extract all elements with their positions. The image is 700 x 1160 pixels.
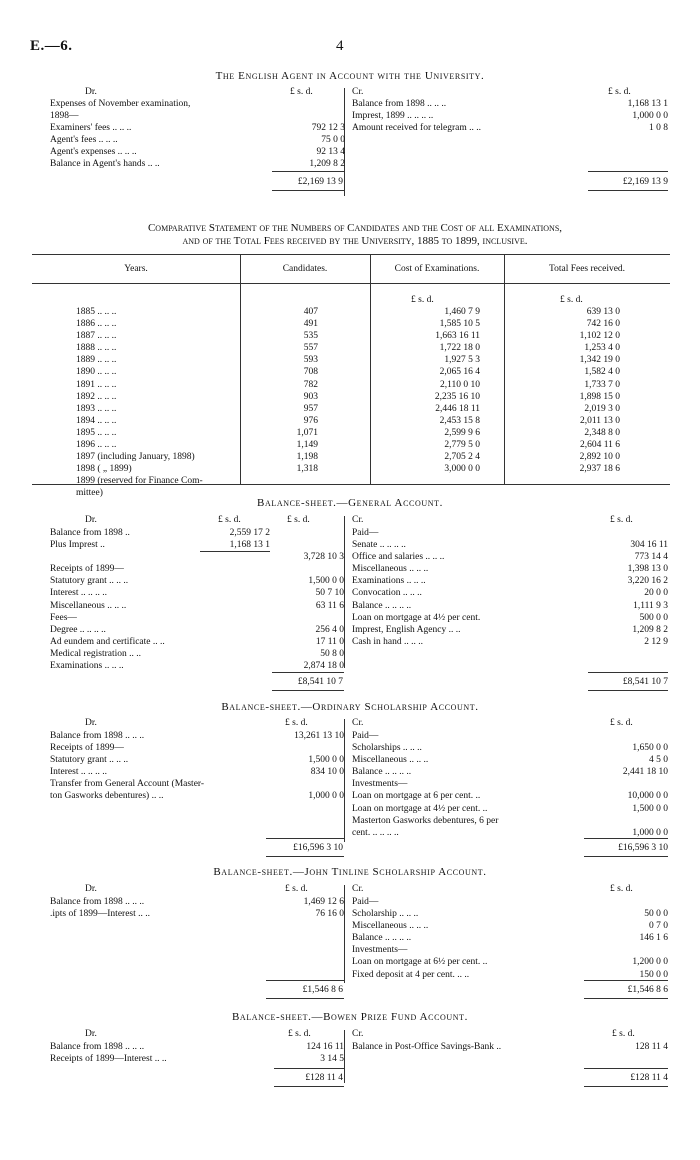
tinline-cr-lines <box>352 896 487 981</box>
total-rule <box>584 980 668 981</box>
ledger-line: 50 7 10 <box>315 588 344 599</box>
ledger-line: 2,559 17 2 <box>229 528 270 538</box>
ledger-line <box>560 730 668 742</box>
ordinary-dr-amounts <box>250 730 344 803</box>
dr-currency: £ s. d. <box>290 87 313 97</box>
english-agent-cr-lines <box>352 98 481 134</box>
ledger-line: Investments— <box>352 945 408 956</box>
ledger-line: Medical registration .. .. <box>50 648 142 659</box>
ledger-line: Receipts of 1899—Interest .. .. <box>50 1054 167 1065</box>
ledger-line: Miscellaneous .. .. .. <box>352 921 429 932</box>
ledger-line <box>200 600 270 612</box>
ledger-line: Loan on mortgage at 6 per cent. .. <box>352 791 481 802</box>
ledger-line: 1,000 0 0 <box>632 827 668 838</box>
cr-label: Cr. <box>352 718 364 728</box>
ledger-line: 535 <box>303 331 318 342</box>
ledger-line: 1,500 0 0 <box>308 576 344 587</box>
ledger-line: 2,441 18 10 <box>622 767 668 778</box>
ledger-line: Balance from 1898 .. <box>50 528 130 538</box>
ledger-line: 3,000 0 0 <box>444 464 480 475</box>
ledger-line: Degree .. .. .. .. <box>50 624 106 635</box>
column-divider <box>344 516 345 668</box>
ledger-line: Transfer from General Account (Master- <box>50 779 205 790</box>
page-header-ref: E.—6. <box>30 38 73 54</box>
english-agent-dr-lines <box>50 98 190 171</box>
tinline-dr-amounts <box>250 896 344 920</box>
ledger-line: 2,235 16 10 <box>434 391 480 402</box>
ledger-line: Receipts of 1899— <box>50 743 124 754</box>
ledger-line: Cash in hand .. .. .. <box>352 636 423 647</box>
comparative-title-line1: Comparative Statement of the Numbers of Candidates and the Cost of all Examinations, <box>147 222 563 234</box>
table-top-rule <box>32 254 670 255</box>
table-col-divider <box>240 254 241 484</box>
ledger-line: mittee) <box>76 488 103 499</box>
ledger-line: 50 0 0 <box>644 909 668 920</box>
ledger-line: 1 0 8 <box>649 123 668 134</box>
ledger-line: Convocation .. .. .. <box>352 588 422 599</box>
total-rule <box>274 1068 344 1069</box>
ledger-line <box>250 742 344 754</box>
ledger-line: Imprest, 1899 .. .. .. .. <box>352 111 434 122</box>
bowen-cr-lines <box>352 1041 501 1053</box>
ledger-line: 1892 .. .. .. <box>76 391 117 402</box>
ledger-line: Balance in Agent's hands .. .. <box>50 159 160 170</box>
ledger-line: 491 <box>303 319 318 330</box>
ledger-line: Miscellaneous .. .. .. <box>352 564 429 575</box>
general-dr-sub <box>200 527 270 672</box>
ledger-line: 3,728 10 3 <box>303 552 344 563</box>
ledger-line: 1,111 9 3 <box>633 600 668 611</box>
ledger-line: Senate .. .. .. .. <box>352 540 406 551</box>
total-rule <box>584 856 668 857</box>
general-cr-amounts <box>560 527 668 648</box>
ledger-line: 17 11 0 <box>315 636 344 647</box>
ledger-line <box>250 778 344 790</box>
ledger-line: 63 11 6 <box>315 600 344 611</box>
cost-column <box>400 306 480 500</box>
ledger-line: 2,604 11 6 <box>579 440 620 451</box>
total-rule <box>266 838 344 839</box>
tinline-cr-amounts <box>560 896 668 981</box>
ledger-line <box>255 98 345 110</box>
general-cr-total: £8,541 10 7 <box>622 677 668 687</box>
ledger-line: 2,599 9 6 <box>444 427 480 438</box>
ledger-line: 128 11 4 <box>635 1042 668 1052</box>
ledger-line: 1,582 4 0 <box>584 367 620 378</box>
ledger-line: 1,469 12 6 <box>303 897 344 907</box>
ledger-line <box>560 896 668 908</box>
ledger-line <box>200 660 270 672</box>
ledger-line: cent. .. .. .. .. <box>352 827 399 838</box>
ledger-line <box>200 624 270 636</box>
ledger-line: Imprest, English Agency .. .. <box>352 624 461 635</box>
dr-currency: £ s. d. <box>285 884 308 894</box>
ledger-line <box>50 551 165 563</box>
ledger-line <box>200 648 270 660</box>
ledger-line <box>266 563 344 575</box>
ledger-line: 2,348 8 0 <box>584 427 620 438</box>
ledger-line: 146 1 6 <box>639 933 668 944</box>
ledger-line <box>200 575 270 587</box>
ledger-line: 2,779 5 0 <box>444 440 480 451</box>
dr-label: Dr. <box>85 515 97 525</box>
ledger-line: Miscellaneous .. .. .. <box>352 755 429 766</box>
dr-currency: £ s. d. <box>285 718 308 728</box>
ledger-line: 557 <box>303 343 318 354</box>
ledger-line: 13,261 13 10 <box>294 731 344 741</box>
ledger-line <box>266 612 344 624</box>
dr-currency: £ s. d. <box>287 515 310 525</box>
ledger-line: 1888 .. .. .. <box>76 343 117 354</box>
ledger-line: 2,011 13 0 <box>579 415 620 426</box>
ledger-line <box>200 636 270 648</box>
ledger-line <box>560 527 668 539</box>
total-rule <box>588 690 668 691</box>
ledger-line: 1,927 5 3 <box>444 355 480 366</box>
ledger-line: Balance .. .. .. .. <box>352 600 412 611</box>
ordinary-cr-amounts <box>560 730 668 839</box>
ledger-line: Paid— <box>352 528 379 538</box>
ledger-line: 957 <box>303 403 318 414</box>
ordinary-cr-total: £16,596 3 10 <box>618 843 668 853</box>
dr-label: Dr. <box>85 1029 97 1039</box>
ledger-line: Examinations .. .. .. <box>50 661 124 672</box>
ledger-line: Paid— <box>352 897 379 907</box>
ledger-line <box>255 110 345 122</box>
ledger-line: 3 14 5 <box>320 1054 344 1065</box>
ledger-line: 3,220 16 2 <box>627 576 668 587</box>
ledger-line: Statutory grant .. .. .. <box>50 576 129 587</box>
ledger-line: 1,168 13 1 <box>229 540 270 551</box>
total-rule <box>584 998 668 999</box>
col-header-cost: Cost of Examinations. <box>394 264 480 274</box>
general-dr-amounts <box>266 527 344 672</box>
ledger-line: Plus Imprest .. <box>50 540 105 551</box>
ordinary-dr-total: £16,596 3 10 <box>293 843 343 853</box>
english-agent-dr-total: £2,169 13 9 <box>297 177 343 187</box>
ledger-line: Statutory grant .. .. .. <box>50 755 129 766</box>
ledger-line: Expenses of November examination, <box>50 99 191 109</box>
ledger-line: 2,892 10 0 <box>579 452 620 463</box>
column-divider <box>344 1030 345 1083</box>
subtotal-rule <box>200 551 270 552</box>
ledger-line: 639 13 0 <box>586 307 620 317</box>
ledger-line: 1891 .. .. .. <box>76 379 117 390</box>
bowen-cr-amounts <box>560 1041 668 1053</box>
ledger-line: 124 16 11 <box>306 1042 344 1052</box>
table-col-divider <box>504 254 505 484</box>
col-header-fees: Total Fees received. <box>548 264 626 274</box>
ledger-line: 1,650 0 0 <box>632 743 668 754</box>
ledger-line: .ipts of 1899—Interest .. .. <box>50 909 151 920</box>
total-rule <box>272 190 344 191</box>
ledger-line: 1,460 7 9 <box>444 307 480 317</box>
ledger-line: 1,198 <box>296 452 318 463</box>
ledger-line: 1893 .. .. .. <box>76 403 117 414</box>
ledger-line: 742 16 0 <box>586 319 620 330</box>
cr-currency: £ s. d. <box>610 515 633 525</box>
ledger-line: 1,500 0 0 <box>308 755 344 766</box>
ledger-line: 75 0 0 <box>321 135 345 146</box>
cr-label: Cr. <box>352 515 364 525</box>
ledger-line: 782 <box>303 379 318 390</box>
ledger-line: 1899 (reserved for Finance Com- <box>76 476 203 487</box>
ledger-line: 1889 .. .. .. <box>76 355 117 366</box>
ledger-line: 4 5 0 <box>649 755 668 766</box>
total-rule <box>266 980 344 981</box>
ledger-line: 76 16 0 <box>315 909 344 920</box>
dr-label: Dr. <box>85 87 97 97</box>
ledger-line <box>268 475 318 487</box>
ledger-line: 0 7 0 <box>649 921 668 932</box>
ledger-line: 1,071 <box>296 427 318 438</box>
ledger-line: Balance .. .. .. .. <box>352 933 412 944</box>
ledger-line <box>200 563 270 575</box>
ledger-line: 1,733 7 0 <box>584 379 620 390</box>
ledger-line: 1,168 13 1 <box>627 99 668 109</box>
page-number: 4 <box>336 38 344 54</box>
ledger-line: 150 0 0 <box>639 969 668 980</box>
ledger-line: 773 14 4 <box>634 552 668 563</box>
ledger-line: 10,000 0 0 <box>627 791 668 802</box>
ledger-line <box>200 612 270 624</box>
ledger-line: 1,149 <box>296 440 318 451</box>
total-rule <box>272 171 344 172</box>
ledger-line: Interest .. .. .. .. <box>50 767 107 778</box>
ledger-line: 256 4 0 <box>315 624 344 635</box>
ledger-line: 2,065 16 4 <box>439 367 480 378</box>
general-dr-lines <box>50 527 165 672</box>
ledger-line <box>200 551 270 563</box>
ledger-line: 1,342 19 0 <box>579 355 620 366</box>
fees-currency: £ s. d. <box>560 295 583 305</box>
ledger-line <box>200 587 270 599</box>
bowen-dr-total: £128 11 4 <box>305 1073 343 1083</box>
ledger-line: 2,874 18 0 <box>303 661 344 672</box>
column-divider <box>344 719 345 842</box>
col-header-candidates: Candidates. <box>282 264 328 274</box>
ledger-line: Examinations .. .. .. <box>352 576 426 587</box>
ledger-line: 2,110 0 10 <box>439 379 480 390</box>
ledger-line: 1,000 0 0 <box>308 791 344 802</box>
ledger-line: 1,898 15 0 <box>579 391 620 402</box>
ledger-line: 1,102 12 0 <box>579 331 620 342</box>
ledger-line: 2,446 18 11 <box>435 403 480 414</box>
cr-currency: £ s. d. <box>612 1029 635 1039</box>
ledger-line: 1897 (including January, 1898) <box>76 452 195 463</box>
general-title: Balance-sheet.—General Account. <box>257 497 443 509</box>
ledger-line: 1,000 0 0 <box>632 111 668 122</box>
ledger-line: 20 0 0 <box>644 588 668 599</box>
tinline-cr-total: £1,546 8 6 <box>627 985 668 995</box>
cr-currency: £ s. d. <box>610 718 633 728</box>
ledger-line: Balance from 1898 .. .. .. <box>50 897 145 907</box>
ordinary-dr-lines <box>50 730 204 803</box>
ledger-line: Interest .. .. .. .. <box>50 588 107 599</box>
ledger-line: 1,200 0 0 <box>632 957 668 968</box>
cr-label: Cr. <box>352 884 364 894</box>
total-rule <box>266 998 344 999</box>
ledger-line: 1898 ( „ 1899) <box>76 464 132 475</box>
column-divider <box>344 885 345 983</box>
english-agent-title: The English Agent in Account with the University. <box>215 70 485 82</box>
ledger-line: Receipts of 1899— <box>50 564 124 575</box>
total-rule <box>588 190 668 191</box>
ledger-line: 1896 .. .. .. <box>76 440 117 451</box>
ledger-line: Loan on mortgage at 4½ per cent. .. <box>352 803 488 814</box>
ledger-line: Miscellaneous .. .. .. <box>50 600 127 611</box>
bowen-dr-amounts <box>250 1041 344 1065</box>
cr-label: Cr. <box>352 87 364 97</box>
ledger-line: 1,318 <box>296 464 318 475</box>
tinline-dr-total: £1,546 8 6 <box>302 985 343 995</box>
bowen-title: Balance-sheet.—Bowen Prize Fund Account. <box>232 1011 468 1023</box>
english-agent-dr-amounts <box>255 98 345 171</box>
table-header-rule <box>32 283 670 284</box>
ledger-line: Scholarship .. .. .. <box>352 909 419 920</box>
cr-label: Cr. <box>352 1029 364 1039</box>
ledger-line: 1886 .. .. .. <box>76 319 117 330</box>
total-rule <box>272 672 344 673</box>
ledger-line <box>400 475 480 487</box>
dr-label: Dr. <box>85 718 97 728</box>
ordinary-title: Balance-sheet.—Ordinary Scholarship Account. <box>221 701 479 713</box>
ledger-line: 1,209 8 2 <box>309 159 345 170</box>
ledger-line: Agent's expenses .. .. .. <box>50 147 137 158</box>
ledger-line <box>560 778 668 790</box>
ledger-line: Loan on mortgage at 4½ per cent. <box>352 612 481 623</box>
candidates-column <box>268 306 318 500</box>
cr-currency: £ s. d. <box>610 884 633 894</box>
ledger-line: 1,253 4 0 <box>584 343 620 354</box>
general-cr-lines <box>352 527 480 648</box>
total-rule <box>588 672 668 673</box>
ledger-line: Loan on mortgage at 6½ per cent. .. <box>352 957 488 968</box>
ledger-line: Paid— <box>352 731 379 741</box>
ledger-line: 976 <box>303 415 318 426</box>
years-column <box>76 306 203 500</box>
ledger-line <box>266 527 344 539</box>
fees-column <box>540 306 620 500</box>
ledger-line <box>560 944 668 956</box>
ledger-line: 1,500 0 0 <box>632 803 668 814</box>
ledger-line: 2 12 9 <box>644 636 668 647</box>
ordinary-cr-lines <box>352 730 498 839</box>
total-rule <box>584 838 668 839</box>
comparative-title-line2: and of the Total Fees received by the University, 1885 to 1899, inclusive. <box>182 235 528 247</box>
ledger-line: Balance from 1898 .. .. .. <box>50 731 145 741</box>
ledger-line: Balance from 1898 .. .. .. <box>50 1042 145 1052</box>
ledger-line: 792 12 3 <box>311 123 345 134</box>
ledger-line: 834 10 0 <box>310 767 344 778</box>
english-agent-cr-amounts <box>560 98 668 134</box>
ledger-line: 593 <box>303 355 318 366</box>
ledger-line: 500 0 0 <box>639 612 668 623</box>
ledger-line: ton Gasworks debentures) .. .. <box>50 791 164 802</box>
ledger-line: 1,663 16 11 <box>435 331 480 342</box>
ledger-line: Examiners' fees .. .. .. <box>50 123 132 134</box>
cost-currency: £ s. d. <box>411 295 434 305</box>
table-col-divider <box>370 254 371 484</box>
ledger-line: 92 13 4 <box>316 147 345 158</box>
bowen-dr-lines <box>50 1041 167 1065</box>
ledger-line <box>540 475 620 487</box>
ledger-line: Office and salaries .. .. .. <box>352 552 445 563</box>
ledger-line: 1887 .. .. .. <box>76 331 117 342</box>
ledger-line: 1894 .. .. .. <box>76 415 117 426</box>
ledger-line: 1890 .. .. .. <box>76 367 117 378</box>
ledger-line <box>266 539 344 551</box>
ledger-line: 1,585 10 5 <box>439 319 480 330</box>
ledger-line: 1,722 18 0 <box>439 343 480 354</box>
ledger-line: Amount received for telegram .. .. <box>352 123 481 134</box>
ledger-line: 304 16 11 <box>630 540 668 551</box>
ledger-line: Scholarships .. .. .. <box>352 743 422 754</box>
ledger-line: 50 8 0 <box>320 648 344 659</box>
tinline-dr-lines <box>50 896 150 920</box>
ledger-line <box>560 815 668 827</box>
tinline-title: Balance-sheet.—John Tinline Scholarship Account. <box>213 866 487 878</box>
dr-label: Dr. <box>85 884 97 894</box>
dr-currency: £ s. d. <box>288 1029 311 1039</box>
ledger-line: Agent's fees .. .. .. <box>50 135 118 146</box>
ledger-line: 2,453 15 8 <box>439 415 480 426</box>
ledger-line: 1,398 13 0 <box>627 564 668 575</box>
english-agent-cr-total: £2,169 13 9 <box>622 177 668 187</box>
ledger-line: 708 <box>303 367 318 378</box>
ledger-line: Fees— <box>50 612 77 623</box>
ledger-line: 1895 .. .. .. <box>76 427 117 438</box>
total-rule <box>272 690 344 691</box>
ledger-line: Fixed deposit at 4 per cent. .. .. <box>352 969 470 980</box>
ledger-line: 2,937 18 6 <box>579 464 620 475</box>
total-rule <box>588 171 668 172</box>
ledger-line: 903 <box>303 391 318 402</box>
total-rule <box>274 1086 344 1087</box>
bowen-cr-total: £128 11 4 <box>630 1073 668 1083</box>
ledger-line: 1885 .. .. .. <box>76 307 117 317</box>
total-rule <box>584 1068 668 1069</box>
total-rule <box>266 856 344 857</box>
ledger-line: Balance .. .. .. .. <box>352 767 412 778</box>
cr-currency: £ s. d. <box>608 87 631 97</box>
ledger-line: Investments— <box>352 779 408 790</box>
ledger-line: 2,019 3 0 <box>584 403 620 414</box>
ledger-line: 1898— <box>50 111 79 122</box>
ledger-line: Ad eundem and certificate .. .. <box>50 636 165 647</box>
dr-sub-currency: £ s. d. <box>218 515 241 525</box>
col-header-years: Years. <box>124 264 148 274</box>
ledger-line: Balance in Post-Office Savings-Bank .. <box>352 1042 502 1052</box>
ledger-line: Masterton Gasworks debentures, 6 per <box>352 815 499 826</box>
total-rule <box>584 1086 668 1087</box>
ledger-line: 2,705 2 4 <box>444 452 480 463</box>
ledger-line: 407 <box>303 307 318 317</box>
ledger-line: 1,209 8 2 <box>632 624 668 635</box>
general-dr-total: £8,541 10 7 <box>297 677 343 687</box>
ledger-line: Balance from 1898 .. .. .. <box>352 99 447 109</box>
